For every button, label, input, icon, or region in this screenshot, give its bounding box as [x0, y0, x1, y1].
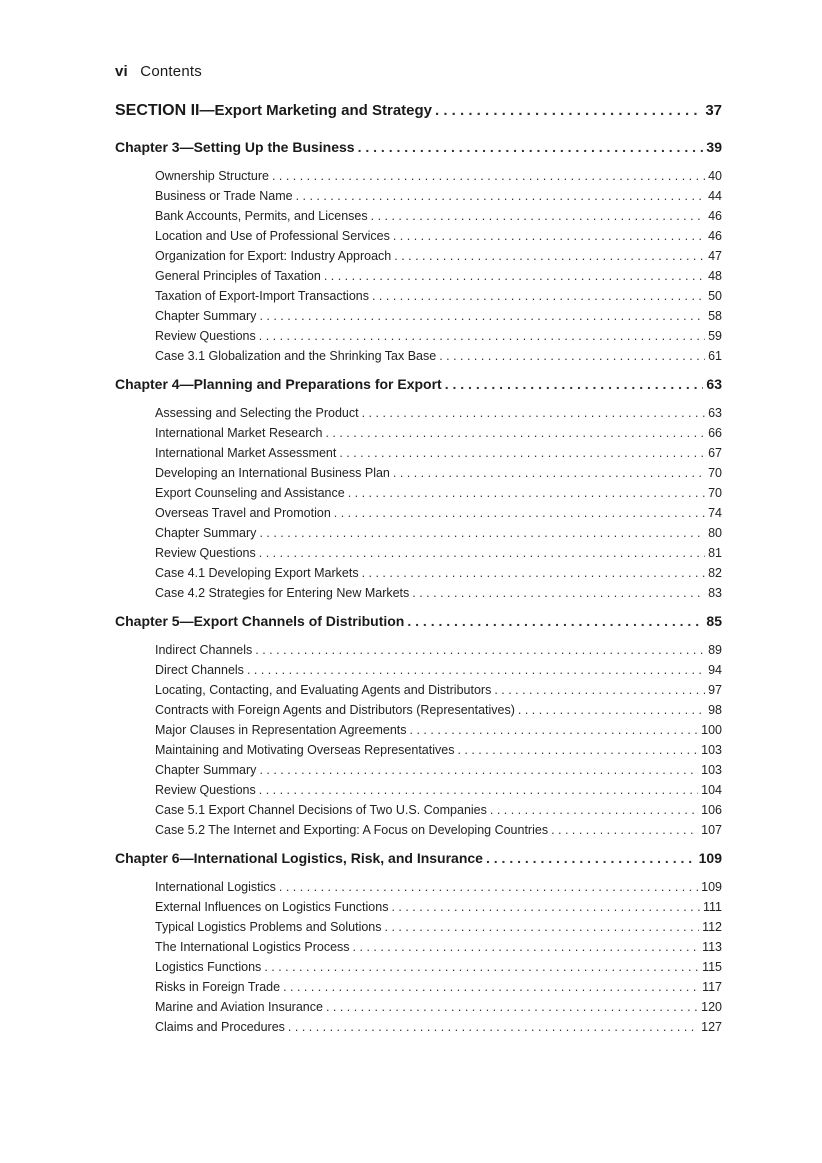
chapter-page: 109 — [698, 850, 722, 866]
toc-entry-row[interactable] — [155, 226, 722, 246]
entry-page: 100 — [701, 723, 722, 737]
entry-title: Export Counseling and Assistance — [155, 486, 345, 500]
dot-leader — [393, 226, 705, 246]
entry-title: Case 5.1 Export Channel Decisions of Two U.S. Companies — [155, 803, 487, 817]
dot-leader — [439, 346, 705, 366]
entry-title: Major Clauses in Representation Agreements — [155, 723, 407, 737]
toc-entry-row[interactable] — [155, 800, 722, 820]
dot-leader — [326, 997, 698, 1017]
chapter-spacer — [115, 603, 722, 613]
entry-title: Indirect Channels — [155, 643, 253, 657]
entry-title: Contracts with Foreign Agents and Distributors (Representatives) — [155, 703, 515, 717]
chapter-title: Chapter 4—Planning and Preparations for Export — [115, 376, 442, 392]
dot-leader — [348, 483, 705, 503]
toc-entry-row[interactable] — [155, 266, 722, 286]
entry-page: 109 — [701, 880, 722, 894]
entry-title: International Market Research — [155, 426, 323, 440]
entry-title: Organization for Export: Industry Approach — [155, 249, 392, 263]
dot-leader — [371, 206, 705, 226]
toc-entry-row[interactable] — [155, 423, 722, 443]
toc-entry-row[interactable] — [155, 937, 722, 957]
dot-leader — [490, 800, 698, 820]
entry-page: 81 — [708, 546, 722, 560]
entry-title: Assessing and Selecting the Product — [155, 406, 359, 420]
chapter-title: Chapter 6—International Logistics, Risk, and Insurance — [115, 850, 483, 866]
entry-title: Typical Logistics Problems and Solutions — [155, 920, 382, 934]
entry-page: 48 — [708, 269, 722, 283]
toc-entry-row[interactable] — [155, 286, 722, 306]
dot-leader — [259, 760, 698, 780]
entry-page: 46 — [708, 229, 722, 243]
toc-entry-row[interactable] — [155, 403, 722, 423]
chapter-list — [115, 139, 722, 1037]
entry-title: Bank Accounts, Permits, and Licenses — [155, 209, 368, 223]
entry-title: Direct Channels — [155, 663, 244, 677]
dot-leader — [259, 326, 705, 346]
entry-page: 50 — [708, 289, 722, 303]
entry-title: Chapter Summary — [155, 309, 257, 323]
toc-section-row[interactable] — [115, 102, 722, 128]
toc-entry-row[interactable] — [155, 206, 722, 226]
entry-title: Locating, Contacting, and Evaluating Agents and Distributors — [155, 683, 492, 697]
chapter-page: 63 — [706, 376, 722, 392]
toc-entry-row[interactable] — [155, 957, 722, 977]
toc-entry-row[interactable] — [155, 997, 722, 1017]
entry-page: 112 — [702, 920, 722, 934]
toc-entry-row[interactable] — [155, 820, 722, 840]
entry-title: Chapter Summary — [155, 763, 257, 777]
entry-page: 117 — [702, 980, 722, 994]
entry-title: General Principles of Taxation — [155, 269, 321, 283]
toc-entry-row[interactable] — [155, 246, 722, 266]
entry-page: 103 — [701, 743, 722, 757]
entry-page: 80 — [708, 526, 722, 540]
entry-title: Maintaining and Motivating Overseas Representatives — [155, 743, 455, 757]
entry-title: Case 4.2 Strategies for Entering New Markets — [155, 586, 410, 600]
dot-leader — [494, 680, 705, 700]
dot-leader — [435, 102, 702, 119]
entry-page: 97 — [708, 683, 722, 697]
toc-entry-row[interactable] — [155, 583, 722, 603]
toc-entry-row[interactable] — [155, 563, 722, 583]
toc-entry-row[interactable] — [155, 443, 722, 463]
entry-title: Overseas Travel and Promotion — [155, 506, 331, 520]
entry-page: 74 — [708, 506, 722, 520]
chapter-spacer — [115, 840, 722, 850]
entry-title: Taxation of Export-Import Transactions — [155, 289, 369, 303]
dot-leader — [283, 977, 699, 997]
entry-page: 70 — [708, 486, 722, 500]
entry-page: 67 — [708, 446, 722, 460]
toc-entry-row[interactable] — [155, 720, 722, 740]
toc-entry-row[interactable] — [155, 977, 722, 997]
toc-entry-row[interactable] — [155, 483, 722, 503]
entry-page: 46 — [708, 209, 722, 223]
dot-leader — [334, 503, 705, 523]
chapter-spacer — [115, 366, 722, 376]
toc-entry-row[interactable] — [155, 740, 722, 760]
toc-chapter-row[interactable] — [115, 139, 722, 159]
toc-entry-row[interactable] — [155, 463, 722, 483]
entry-title: Business or Trade Name — [155, 189, 293, 203]
toc-entry-row[interactable] — [155, 660, 722, 680]
section-title — [115, 102, 432, 120]
entry-page: 83 — [708, 586, 722, 600]
toc-entry-row[interactable] — [155, 680, 722, 700]
toc-entry-row[interactable] — [155, 306, 722, 326]
toc-entry-row[interactable] — [155, 186, 722, 206]
entry-title: International Logistics — [155, 880, 276, 894]
entry-page: 111 — [702, 900, 722, 914]
toc-entry-row[interactable] — [155, 543, 722, 563]
toc-entry-row[interactable] — [155, 760, 722, 780]
dot-leader — [486, 850, 696, 866]
entry-title: Risks in Foreign Trade — [155, 980, 281, 994]
dot-leader — [412, 583, 705, 603]
entry-title: Case 5.2 The Internet and Exporting: A Focus on Developing Countries — [155, 823, 549, 837]
dot-leader — [445, 376, 704, 392]
dot-leader — [325, 423, 705, 443]
section-page: 37 — [705, 102, 722, 119]
entry-page: 47 — [708, 249, 722, 263]
entry-page: 82 — [708, 566, 722, 580]
toc-chapter-row[interactable] — [115, 613, 722, 633]
toc-entry-row[interactable] — [155, 503, 722, 523]
running-head — [115, 63, 202, 80]
page-title: Contents — [140, 63, 202, 80]
toc-entry-row[interactable] — [155, 640, 722, 660]
dot-leader — [353, 937, 700, 957]
toc-entry-row[interactable] — [155, 780, 722, 800]
entry-title: The International Logistics Process — [155, 940, 350, 954]
entry-page: 89 — [708, 643, 722, 657]
entry-page: 104 — [701, 783, 722, 797]
entry-page: 98 — [708, 703, 722, 717]
entry-page: 94 — [708, 663, 722, 677]
dot-leader — [407, 613, 703, 629]
dot-leader — [551, 820, 698, 840]
toc-entry-row[interactable] — [155, 326, 722, 346]
dot-leader — [385, 917, 700, 937]
section-subtitle: —Export Marketing and Strategy — [199, 102, 432, 119]
entry-title: Case 4.1 Developing Export Markets — [155, 566, 359, 580]
entry-title: Review Questions — [155, 783, 256, 797]
toc-entry-row[interactable] — [155, 700, 722, 720]
dot-leader — [394, 246, 705, 266]
entry-title: Review Questions — [155, 329, 256, 343]
entry-page: 66 — [708, 426, 722, 440]
dot-leader — [259, 523, 705, 543]
entry-title: Claims and Procedures — [155, 1020, 285, 1034]
chapter-title: Chapter 5—Export Channels of Distribution — [115, 613, 405, 629]
entry-title: Marine and Aviation Insurance — [155, 1000, 323, 1014]
dot-leader — [339, 443, 705, 463]
entry-page: 107 — [701, 823, 722, 837]
toc-entry-row[interactable] — [155, 897, 722, 917]
entry-page: 106 — [701, 803, 722, 817]
dot-leader — [259, 543, 705, 563]
entry-title: Review Questions — [155, 546, 256, 560]
dot-leader — [255, 640, 705, 660]
table-of-contents — [115, 102, 722, 1037]
toc-chapter-row[interactable] — [115, 850, 722, 870]
toc-entry-row[interactable] — [155, 523, 722, 543]
toc-entry-row[interactable] — [155, 166, 722, 186]
dot-leader — [324, 266, 705, 286]
page-number: vi — [115, 63, 128, 80]
dot-leader — [296, 186, 706, 206]
entry-page: 115 — [702, 960, 722, 974]
toc-chapter-row[interactable] — [115, 376, 722, 396]
entry-page: 113 — [702, 940, 722, 954]
dot-leader — [259, 780, 698, 800]
entry-title: Location and Use of Professional Services — [155, 229, 390, 243]
entry-page: 70 — [708, 466, 722, 480]
dot-leader — [393, 463, 705, 483]
chapter-page: 85 — [706, 613, 722, 629]
dot-leader — [247, 660, 705, 680]
entry-page: 61 — [708, 349, 722, 363]
dot-leader — [279, 877, 698, 897]
entry-title: International Market Assessment — [155, 446, 337, 460]
entry-page: 103 — [701, 763, 722, 777]
entry-page: 127 — [701, 1020, 722, 1034]
dot-leader — [391, 897, 700, 917]
entry-page: 40 — [708, 169, 722, 183]
dot-leader — [358, 139, 704, 155]
entry-page: 58 — [708, 309, 722, 323]
chapter-page: 39 — [706, 139, 722, 155]
entry-title: Case 3.1 Globalization and the Shrinking Tax Base — [155, 349, 437, 363]
entry-page: 59 — [708, 329, 722, 343]
entry-page: 120 — [701, 1000, 722, 1014]
dot-leader — [272, 166, 705, 186]
entry-title: External Influences on Logistics Functions — [155, 900, 389, 914]
entry-page: 63 — [708, 406, 722, 420]
toc-entry-row[interactable] — [155, 877, 722, 897]
dot-leader — [518, 700, 705, 720]
dot-leader — [457, 740, 698, 760]
dot-leader — [362, 563, 706, 583]
entry-title: Chapter Summary — [155, 526, 257, 540]
entry-title: Ownership Structure — [155, 169, 269, 183]
dot-leader — [259, 306, 705, 326]
entry-title: Logistics Functions — [155, 960, 262, 974]
entry-page: 44 — [708, 189, 722, 203]
toc-entry-row[interactable] — [155, 917, 722, 937]
dot-leader — [288, 1017, 698, 1037]
dot-leader — [362, 403, 705, 423]
chapter-title: Chapter 3—Setting Up the Business — [115, 139, 355, 155]
toc-entry-row[interactable] — [155, 1017, 722, 1037]
section-label: SECTION II — [115, 102, 200, 119]
dot-leader — [372, 286, 705, 306]
entry-title: Developing an International Business Plan — [155, 466, 390, 480]
toc-entry-row[interactable] — [155, 346, 722, 366]
dot-leader — [410, 720, 699, 740]
dot-leader — [264, 957, 699, 977]
